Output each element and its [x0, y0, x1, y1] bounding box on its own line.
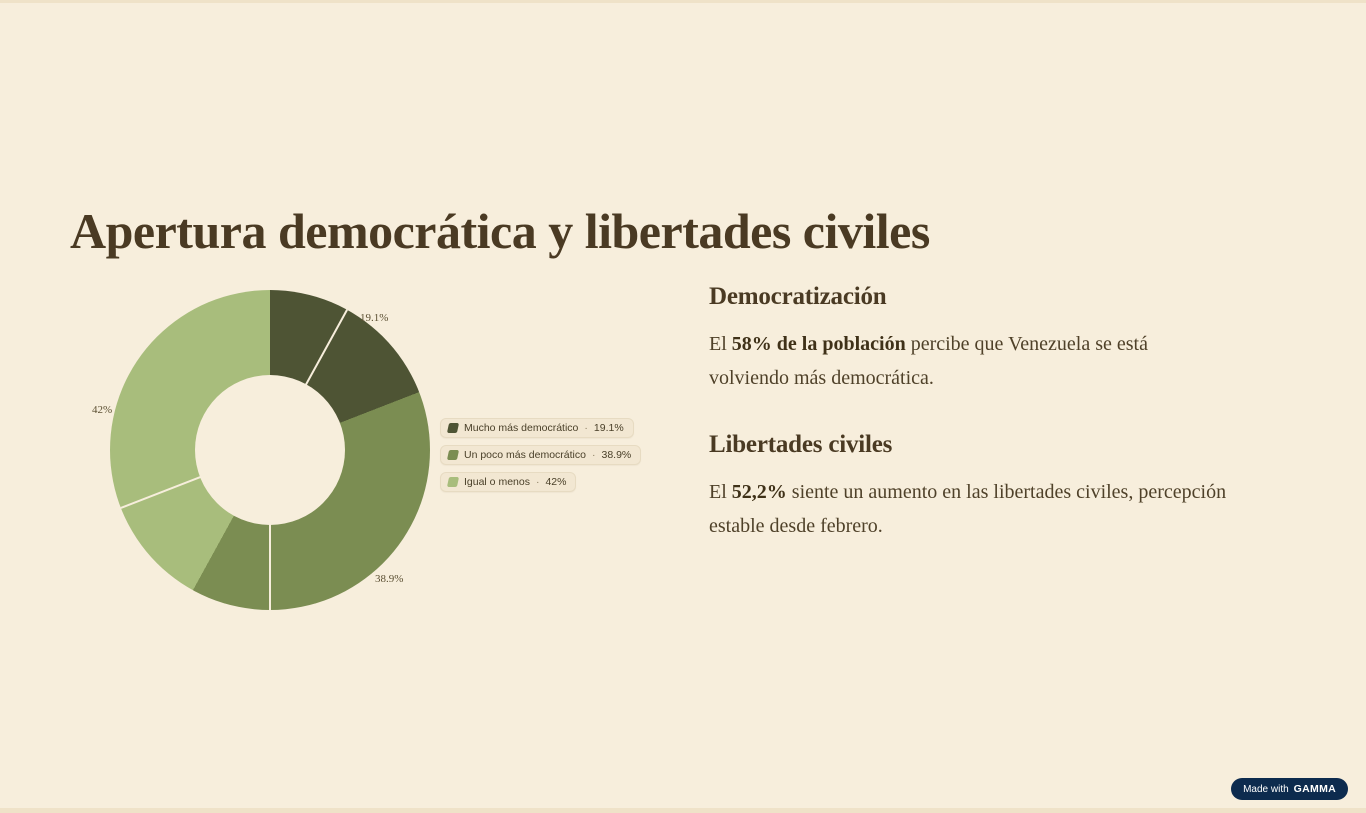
paragraph-text-before: El — [709, 333, 732, 355]
paragraph-text-after: siente un aumento en las libertades civiles, percepción estable desde febrero. — [709, 481, 1227, 537]
chart-legend — [440, 418, 641, 492]
legend-swatch-icon — [447, 423, 459, 433]
paragraph-text-after: percibe que Venezuela se está volviendo más democrática. — [709, 333, 1148, 389]
paragraph-highlight: 58% de la población — [731, 333, 906, 355]
legend-value: 38.9% — [601, 449, 632, 461]
section-paragraph-democratizacion — [709, 327, 1229, 395]
paragraph-text-before: El — [709, 481, 732, 503]
paragraph-highlight: 52,2% — [731, 481, 787, 503]
legend-separator: · — [535, 476, 540, 488]
legend-swatch-icon — [447, 450, 459, 460]
bottom-divider — [0, 808, 1366, 813]
donut-hole — [195, 375, 345, 525]
donut-graphic — [110, 290, 430, 610]
section-heading-libertades: Libertades civiles — [709, 431, 893, 458]
page-title: Apertura democrática y libertades civiles — [70, 202, 930, 259]
legend-value: 42% — [545, 476, 567, 488]
legend-label: Mucho más democrático — [464, 422, 579, 434]
donut-chart — [70, 280, 650, 630]
slice-value-label-3: 42% — [92, 404, 113, 416]
slice-value-label-1: 19.1% — [360, 312, 389, 324]
legend-item[interactable] — [440, 472, 576, 492]
section-heading-democratizacion: Democratización — [709, 283, 887, 310]
made-with-gamma-badge[interactable] — [1231, 778, 1348, 800]
legend-label: Un poco más democrático — [464, 449, 586, 461]
section-paragraph-libertades — [709, 475, 1229, 543]
legend-separator: · — [584, 422, 588, 434]
legend-item[interactable] — [440, 445, 641, 465]
legend-value: 19.1% — [593, 422, 624, 434]
legend-separator: · — [591, 449, 596, 461]
legend-swatch-icon — [447, 477, 459, 487]
slice-value-label-2: 38.9% — [375, 573, 404, 585]
legend-item[interactable] — [440, 418, 634, 438]
badge-prefix-label: Made with — [1243, 783, 1289, 795]
content-column — [709, 283, 1269, 543]
top-divider — [0, 0, 1366, 3]
legend-label: Igual o menos — [464, 476, 530, 488]
gamma-logo: GAMMA — [1293, 783, 1336, 795]
